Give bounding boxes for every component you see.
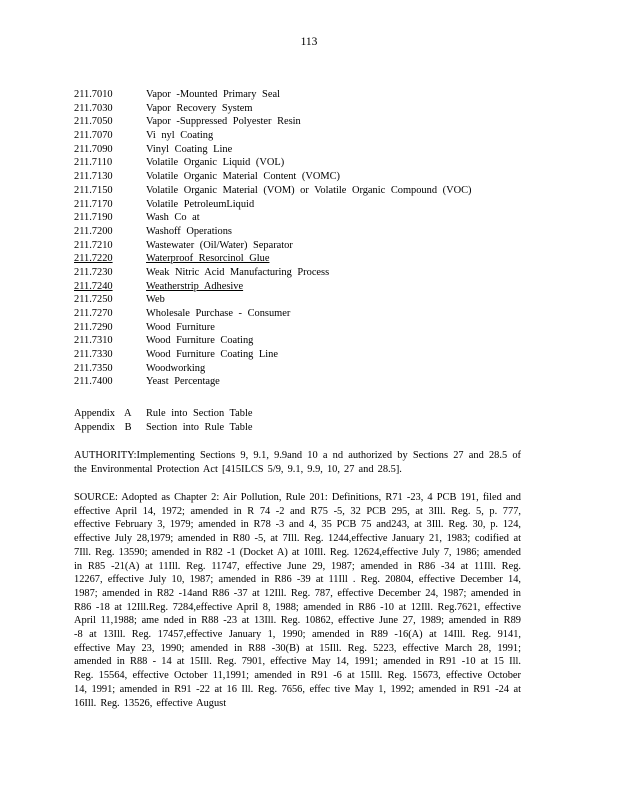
section-row [74,375,554,389]
section-row [74,225,554,239]
appendix-list [74,407,554,434]
section-row [74,239,554,253]
section-title: Woodworking [146,362,206,374]
section-number: 211.7050 [74,116,113,128]
section-number: 211.7230 [74,266,113,278]
section-number: 211.7010 [74,89,113,100]
section-number: 211.7130 [74,171,113,183]
source-paragraph: SOURCE: Adopted as Chapter 2: Air Pollution, Rule 201: Definitions, R71 -23, 4 PCB 191, filed and effective April 14, 1972; amended in R 74 -2 and R75 -5, 32 PCB 295, at 3Ill. Reg. 5, p. 777, effective February 3, 1979; amended in R78 -3 and 4, 35 PCB 75 and243, at 3Ill. Reg. 30, p. 124, effective July 28,1979; amended in R80 -5, at 7Ill. Reg. 1244,effective January 21, 1983; codified at 7Ill. Reg. 13590; amended in R82 -1 (Docket A) at 10Ill. Reg. 12624,effective July 7, 1986; amended in R85 -21(A) at 11Ill. Reg. 11747, effective June 29, 1987; amended in R86 -34 at 11Ill. Reg. 12267, effective July 10, 1987; amended in R86 -39 at 11Ill . Reg. 20804, effective December 14, 1987; amended in R82 -14and R86 -37 at 12Ill. Reg. 787, effective December 24, 1987; amended in R86 -18 at 12Ill.Reg. 7284,effective April 8, 1988; amended in R86 -10 at 12Ill. Reg.7621, effective April 11,1988; ame nded in R88 -23 at 13Ill. Reg. 10862, effective June 27, 1989; amended in R89 -8 at 13Ill. Reg. 17457,effective January 1, 1990; amended in R89 -16(A) at 14Ill. Reg. 9141, effective May 23, 1990; amended in R88 -30(B) at 15Ill. Reg. 5223, effective March 28, 1991; amended in R88 - 14 at 15Ill. Reg. 7901, effective May 14, 1991; amended in R91 -10 at 15 Ill. Reg. 15564, effective October 11,1991; amended in R91 -6 at 15Ill. Reg. 15673, effective October 14, 1991; amended in R91 -22 at 16 Ill. Reg. 7656, effec tive May 1, 1992; amended in R91 -24 at 16Ill. Reg. 13526, effective August [74,492,521,709]
section-row [74,170,554,184]
section-title: Vapor -Suppressed Polyester Resin [146,116,301,128]
section-row [74,184,554,198]
section-number: 211.7330 [74,349,113,361]
appendix-label: Appendix B [74,421,132,433]
section-title: Volatile PetroleumLiquid [146,198,255,210]
section-row [74,362,554,376]
section-number: 211.7240 [74,280,113,292]
section-title: Wood Furniture Coating Line [146,349,278,361]
section-row [74,143,554,157]
section-row [74,293,554,307]
section-row [74,252,554,266]
section-number: 211.7190 [74,212,113,224]
section-title: Volatile Organic Material (VOM) or Volatile Organic Compound (VOC) [146,184,472,196]
section-row [74,334,554,348]
section-title: Volatile Organic Material Content (VOMC) [146,171,340,183]
section-row [74,102,554,116]
section-title: Wholesale Purchase - Consumer [146,308,291,319]
section-title: Wash Co at [146,212,200,224]
appendix-row [74,421,554,435]
section-row [74,198,554,212]
section-row [74,156,554,170]
section-row [74,348,554,362]
section-number: 211.7400 [74,376,113,388]
section-title: Vapor Recovery System [146,102,253,114]
section-title: Waterproof Resorcinol Glue [146,253,270,265]
section-number: 211.7220 [74,253,113,265]
section-title: Weatherstrip Adhesive [146,280,244,292]
section-number: 211.7150 [74,184,113,196]
section-number: 211.7200 [74,225,113,237]
section-number: 211.7210 [74,239,113,251]
section-row [74,321,554,335]
section-title: Wastewater (Oil/Water) Separator [146,239,293,251]
section-row [74,307,554,321]
section-row [74,211,554,225]
appendix-row [74,407,554,421]
section-title: Vinyl Coating Line [146,143,233,155]
section-title: Vi nyl Coating [146,130,214,142]
section-title: Web [146,294,165,306]
section-title: Vapor -Mounted Primary Seal [146,89,280,100]
section-title: Wood Furniture [146,321,215,333]
authority-paragraph: AUTHORITY:Implementing Sections 9, 9.1, 9.9and 10 a nd authorized by Sections 27 and 28.5 of the Environmental Protection Act [415ILCS 5/9, 9.1, 9.9, 10, 27 and 28.5]. [74,450,521,475]
section-row [74,88,554,102]
section-title: Weak Nitric Acid Manufacturing Process [146,266,330,278]
section-number: 211.7350 [74,362,113,374]
section-number: 211.7270 [74,308,113,319]
section-row [74,129,554,143]
section-number: 211.7290 [74,321,113,333]
section-title: Yeast Percentage [146,376,220,388]
appendix-label: Appendix A [74,408,132,419]
appendix-title: Section into Rule Table [146,421,253,433]
section-row [74,115,554,129]
section-row [74,280,554,294]
page-number: 113 [300,36,318,48]
section-title: Wood Furniture Coating [146,335,254,347]
section-number: 211.7030 [74,102,113,114]
section-number: 211.7250 [74,294,113,306]
section-number: 211.7090 [74,143,113,155]
section-number: 211.7110 [74,157,113,169]
section-number: 211.7170 [74,198,113,210]
section-number: 211.7310 [74,335,113,347]
appendix-title: Rule into Section Table [146,408,253,419]
section-row [74,266,554,280]
section-number: 211.7070 [74,130,113,142]
section-title: Volatile Organic Liquid (VOL) [146,157,285,169]
section-list [74,88,554,389]
section-title: Washoff Operations [146,225,232,237]
